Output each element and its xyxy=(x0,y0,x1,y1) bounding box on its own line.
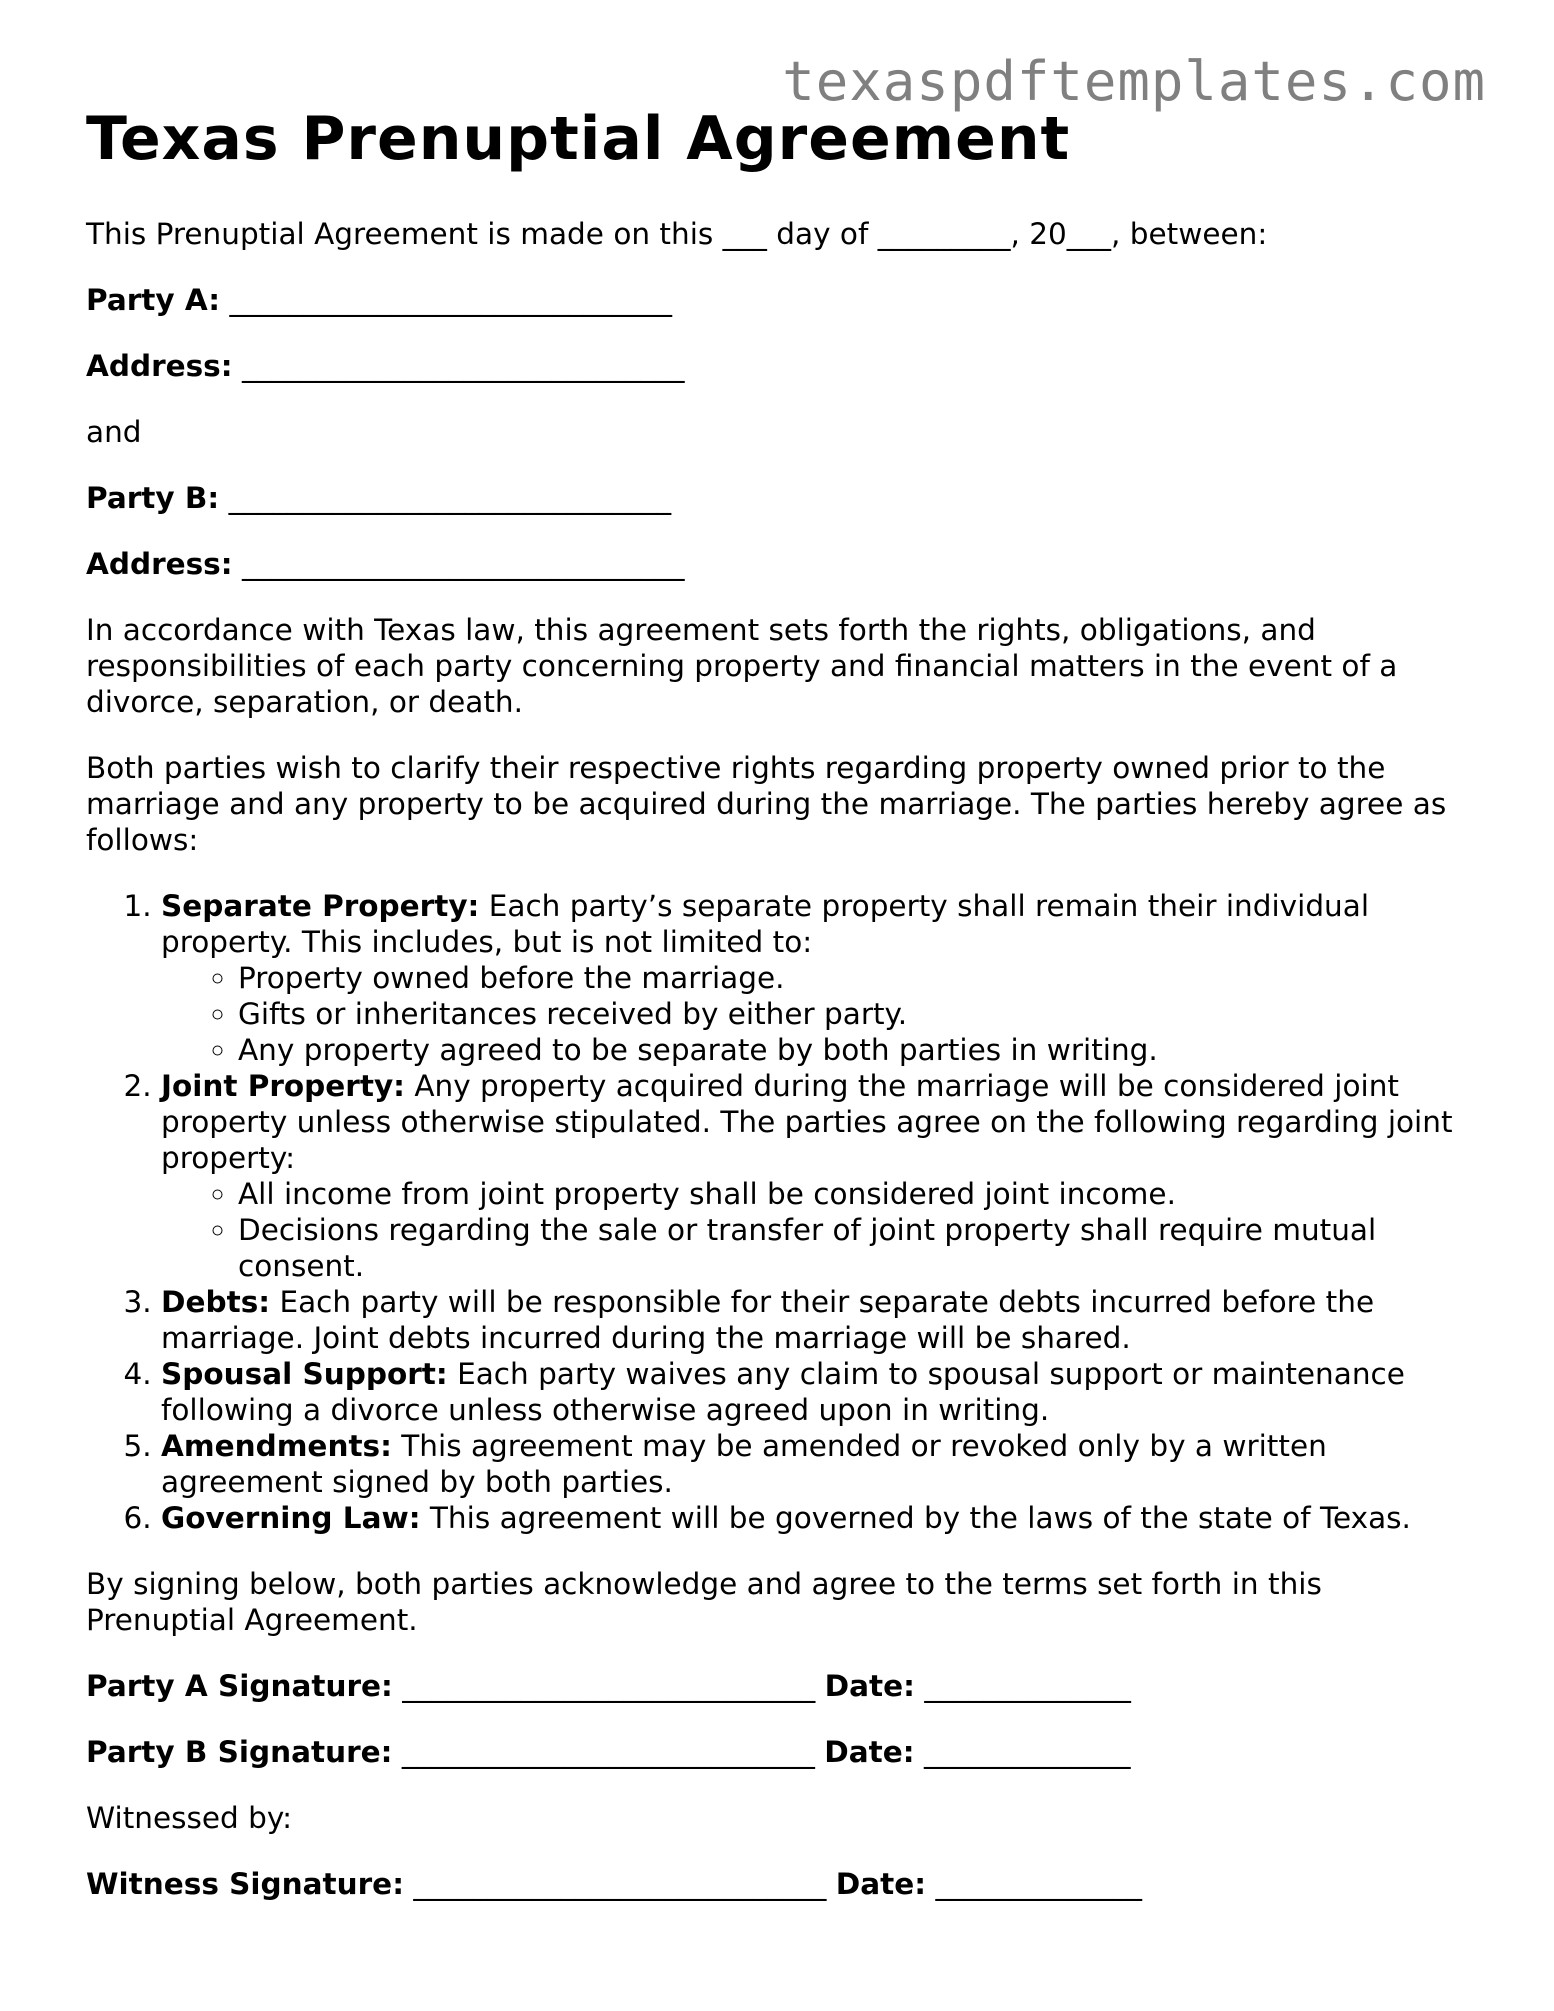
term-text: This agreement will be governed by the laws of the state of Texas. xyxy=(420,1501,1411,1535)
intro-line: This Prenuptial Agreement is made on this ___ day of _________, 20___, between: xyxy=(86,217,1268,251)
term-title: Amendments: xyxy=(161,1429,392,1463)
term-title: Governing Law: xyxy=(161,1501,421,1535)
term-text: Each party’s separate property shall remain their individual property. This includes, but is not limited to: xyxy=(161,889,1370,959)
term-subitem: ◦ Any property agreed to be separate by both parties in writing. xyxy=(238,1032,1466,1068)
party-a-address-field xyxy=(86,348,1466,384)
term-subitem: ◦ Decisions regarding the sale or transfer of joint property shall require mutual consent. xyxy=(238,1212,1466,1284)
party-a-signature-row xyxy=(86,1668,1466,1704)
party-b-date-blank: ______________ xyxy=(923,1735,1131,1769)
term-item xyxy=(161,888,1466,1068)
party-b-label: Party B: xyxy=(86,481,220,515)
party-a-date-label: Date: xyxy=(824,1669,915,1703)
term-title: Debts: xyxy=(161,1285,271,1319)
paragraph-intent: Both parties wish to clarify their respective rights regarding property owned prior to the marriage and any property to be acquired during the marriage. The parties hereby agree as follows: xyxy=(86,751,1447,857)
term-title: Separate Property: xyxy=(161,889,480,923)
witness-signature-blank: ____________________________ xyxy=(413,1867,827,1901)
party-a-address-label: Address: xyxy=(86,349,233,383)
term-text: Each party waives any claim to spousal support or maintenance following a divorce unless otherwise agreed upon in writing. xyxy=(161,1357,1405,1427)
party-b-signature-label: Party B Signature: xyxy=(86,1735,393,1769)
party-b-blank: ______________________________ xyxy=(228,481,672,515)
witness-signature-label: Witness Signature: xyxy=(86,1867,404,1901)
party-b-address-field xyxy=(86,546,1466,582)
term-subitems xyxy=(161,960,1466,1068)
term-subitem: ◦ Gifts or inheritances received by either party. xyxy=(238,996,1466,1032)
party-b-address-blank: ______________________________ xyxy=(241,547,685,581)
witness-date-blank: ______________ xyxy=(935,1867,1142,1901)
term-item xyxy=(161,1068,1466,1284)
term-item xyxy=(161,1284,1466,1356)
party-a-blank: ______________________________ xyxy=(229,283,672,317)
party-a-label: Party A: xyxy=(86,283,221,317)
party-a-signature-blank: ____________________________ xyxy=(402,1669,816,1703)
party-b-address-label: Address: xyxy=(86,547,233,581)
document-body xyxy=(86,216,1466,1932)
term-text: Each party will be responsible for their separate debts incurred before the marriage. Joint debts incurred during the marriage will be shared. xyxy=(161,1285,1375,1355)
term-item xyxy=(161,1356,1466,1428)
paragraph-purpose: In accordance with Texas law, this agreement sets forth the rights, obligations, and responsibilities of each party concerning property and financial matters in the event of a divorce, separation, or death. xyxy=(86,613,1398,719)
witness-date-label: Date: xyxy=(835,1867,927,1901)
party-b-date-label: Date: xyxy=(824,1735,915,1769)
watermark: texaspdftemplates.com xyxy=(782,50,1486,113)
party-b-field xyxy=(86,480,1466,516)
term-text: This agreement may be amended or revoked only by a written agreement signed by both parties. xyxy=(161,1429,1327,1499)
term-title: Spousal Support: xyxy=(161,1357,448,1391)
page-title: Texas Prenuptial Agreement xyxy=(86,104,1071,174)
party-a-address-blank: ______________________________ xyxy=(241,349,685,383)
terms-list xyxy=(86,888,1466,1536)
conjunction-text: and xyxy=(86,415,142,449)
term-item xyxy=(161,1500,1466,1536)
term-subitem: ◦ Property owned before the marriage. xyxy=(238,960,1466,996)
party-b-signature-blank: ____________________________ xyxy=(401,1735,815,1769)
party-b-signature-row xyxy=(86,1734,1466,1770)
closing-statement: By signing below, both parties acknowledge and agree to the terms set forth in this Prenuptial Agreement. xyxy=(86,1567,1322,1637)
party-a-field xyxy=(86,282,1466,318)
party-a-signature-label: Party A Signature: xyxy=(86,1669,393,1703)
term-subitem: ◦ All income from joint property shall be considered joint income. xyxy=(238,1176,1466,1212)
term-item xyxy=(161,1428,1466,1500)
party-a-date-blank: ______________ xyxy=(924,1669,1131,1703)
witnessed-by-text: Witnessed by: xyxy=(86,1801,293,1835)
term-text: Any property acquired during the marriage will be considered joint property unless otherwise stipulated. The parties agree on the following regarding joint property: xyxy=(161,1069,1453,1175)
term-subitems xyxy=(161,1176,1466,1284)
witness-signature-row xyxy=(86,1866,1466,1902)
term-title: Joint Property: xyxy=(161,1069,405,1103)
